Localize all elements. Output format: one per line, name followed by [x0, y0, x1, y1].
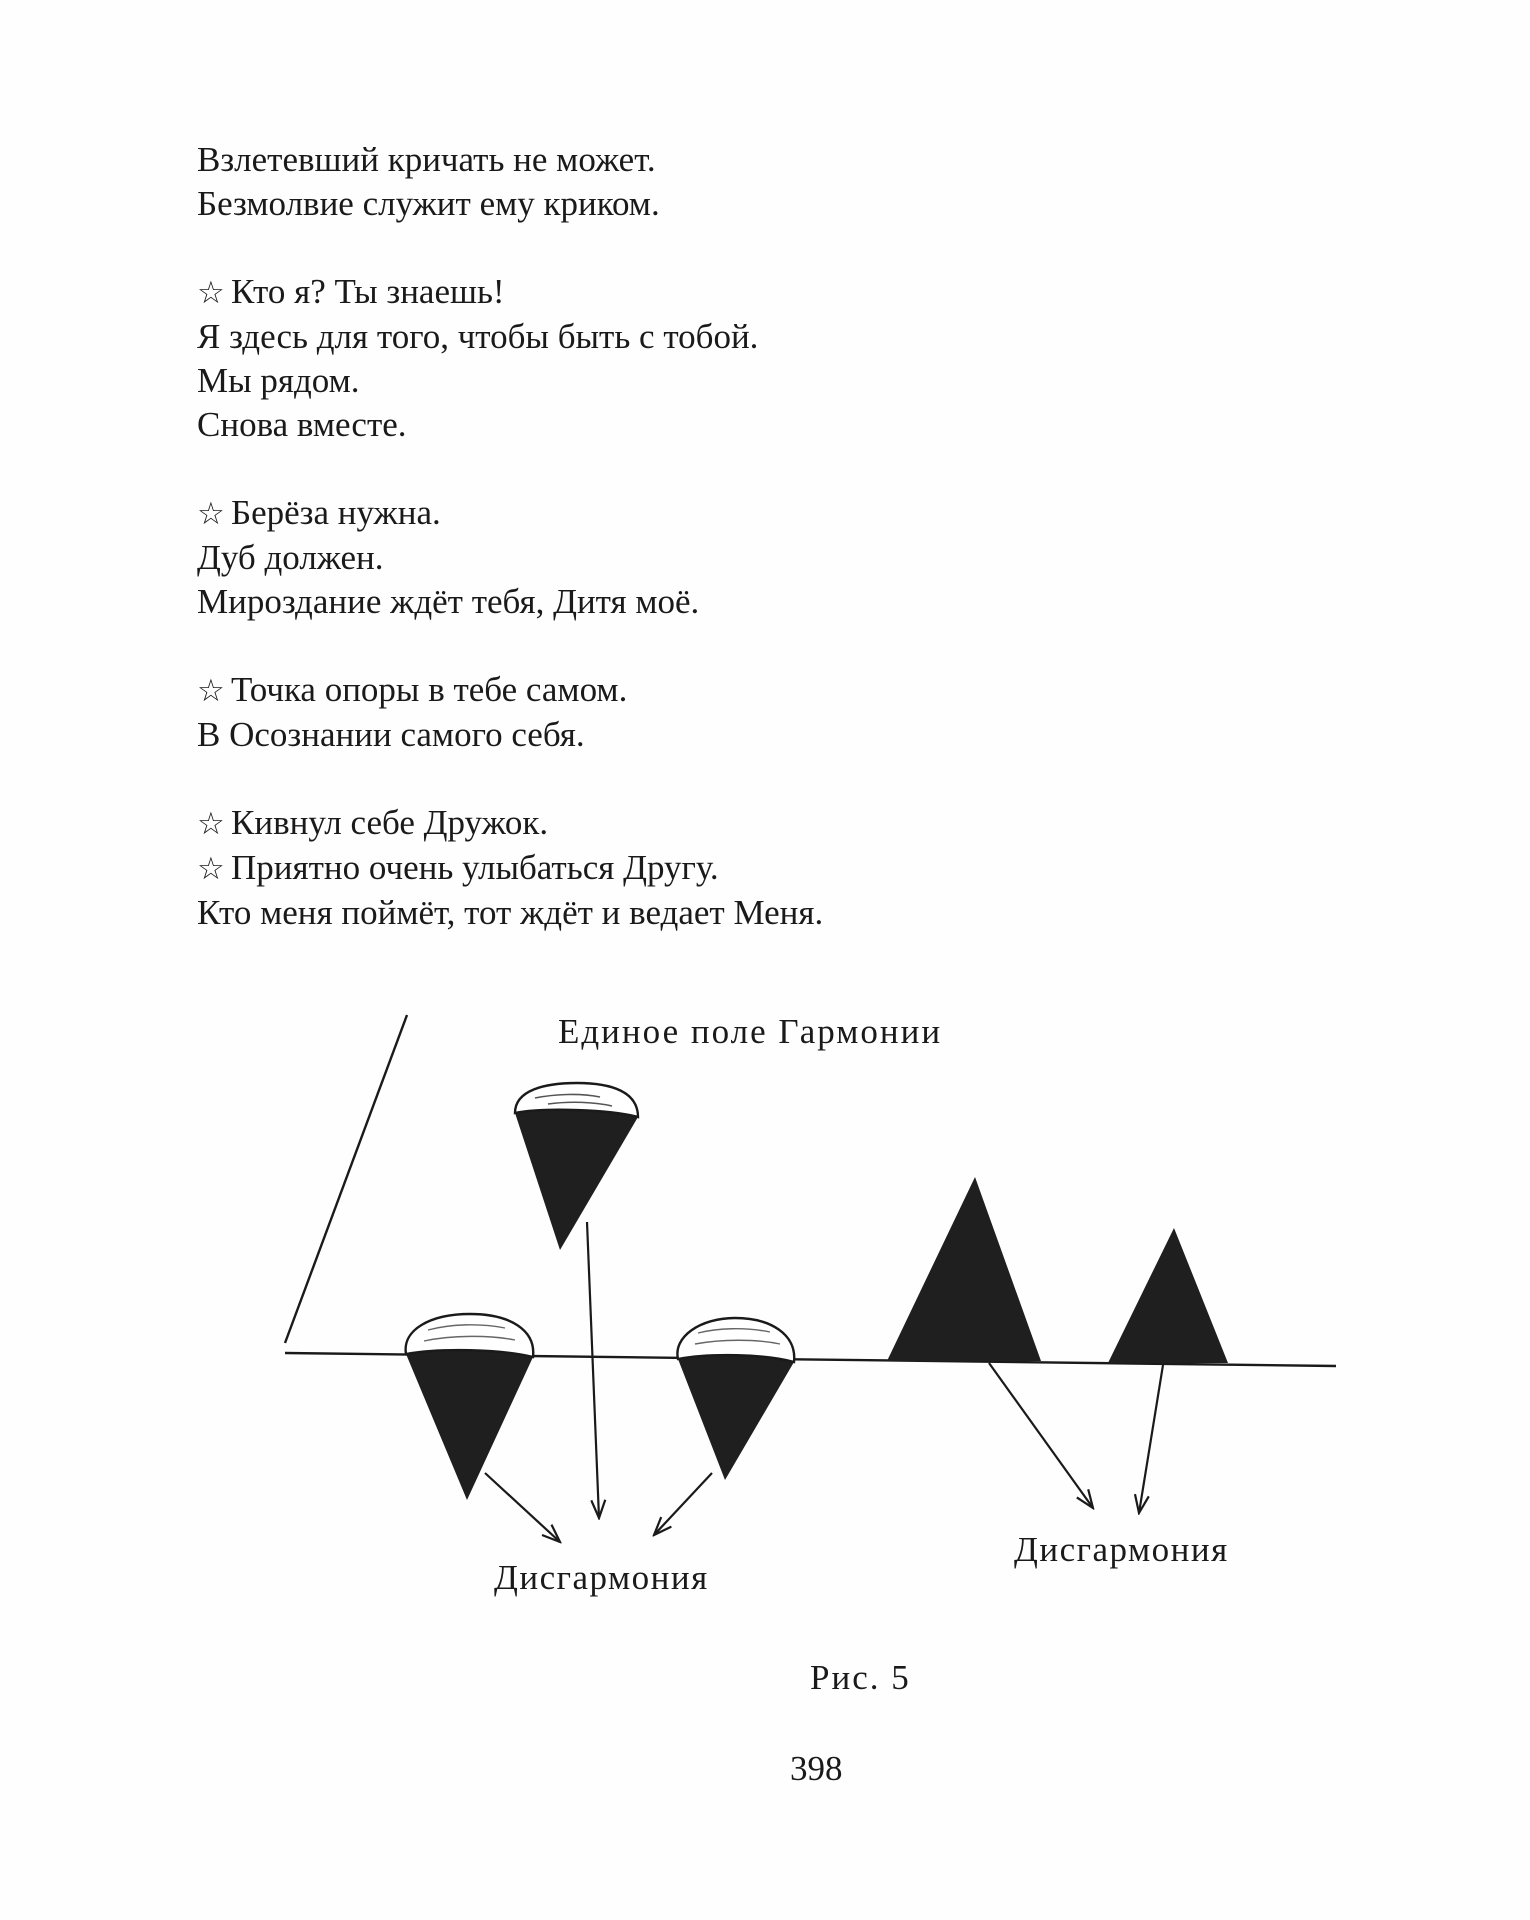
- star-icon: ☆: [197, 673, 225, 708]
- poem-line-text: Взлетевший кричать не может.: [197, 140, 656, 179]
- arrow-small-triangle: [1139, 1365, 1163, 1513]
- poem-line-text: Приятно очень улыбаться Другу.: [231, 848, 719, 887]
- poem-line-text: Снова вместе.: [197, 405, 407, 444]
- poem-line-text: Кто меня поймёт, тот ждёт и ведает Меня.: [197, 893, 824, 932]
- poem-line-text: Мироздание ждёт тебя, Дитя моё.: [197, 582, 700, 621]
- poem-line-text: Безмолвие служит ему криком.: [197, 184, 660, 223]
- cone-upper: [515, 1083, 638, 1250]
- page-number: 398: [790, 1749, 843, 1788]
- figure-label-disharmony-right: Дисгармония: [1014, 1530, 1229, 1569]
- star-icon: ☆: [197, 806, 225, 841]
- arrow-large-triangle: [989, 1363, 1093, 1508]
- star-icon: ☆: [197, 496, 225, 531]
- slanted-boundary-line: [285, 1015, 407, 1343]
- poem-line-text: Мы рядом.: [197, 361, 360, 400]
- poem-line-text: Кто я? Ты знаешь!: [231, 272, 505, 311]
- triangle-upright-large: [887, 1177, 1041, 1361]
- figure-title: Единое поле Гармонии: [558, 1012, 943, 1051]
- arrow-upper-cone: [587, 1222, 599, 1518]
- poem-line-text: Берёза нужна.: [231, 493, 441, 532]
- star-icon: ☆: [197, 275, 225, 310]
- triangle-upright-small: [1108, 1228, 1228, 1363]
- poem-line-text: Я здесь для того, чтобы быть с тобой.: [197, 317, 759, 356]
- figure-caption: Рис. 5: [810, 1658, 911, 1697]
- poem-line-text: Точка опоры в тебе самом.: [231, 670, 628, 709]
- star-icon: ☆: [197, 851, 225, 886]
- arrow-left-cone: [485, 1473, 560, 1542]
- arrow-middle-cone: [654, 1473, 712, 1535]
- poem-line-text: Дуб должен.: [197, 538, 384, 577]
- cone-lower-middle: [677, 1318, 794, 1480]
- poem-line-text: В Осознании самого себя.: [197, 715, 585, 754]
- figure-label-disharmony-left: Дисгармония: [494, 1558, 709, 1597]
- poem-line-text: Кивнул себе Дружок.: [231, 803, 549, 842]
- cone-lower-left: [406, 1314, 534, 1500]
